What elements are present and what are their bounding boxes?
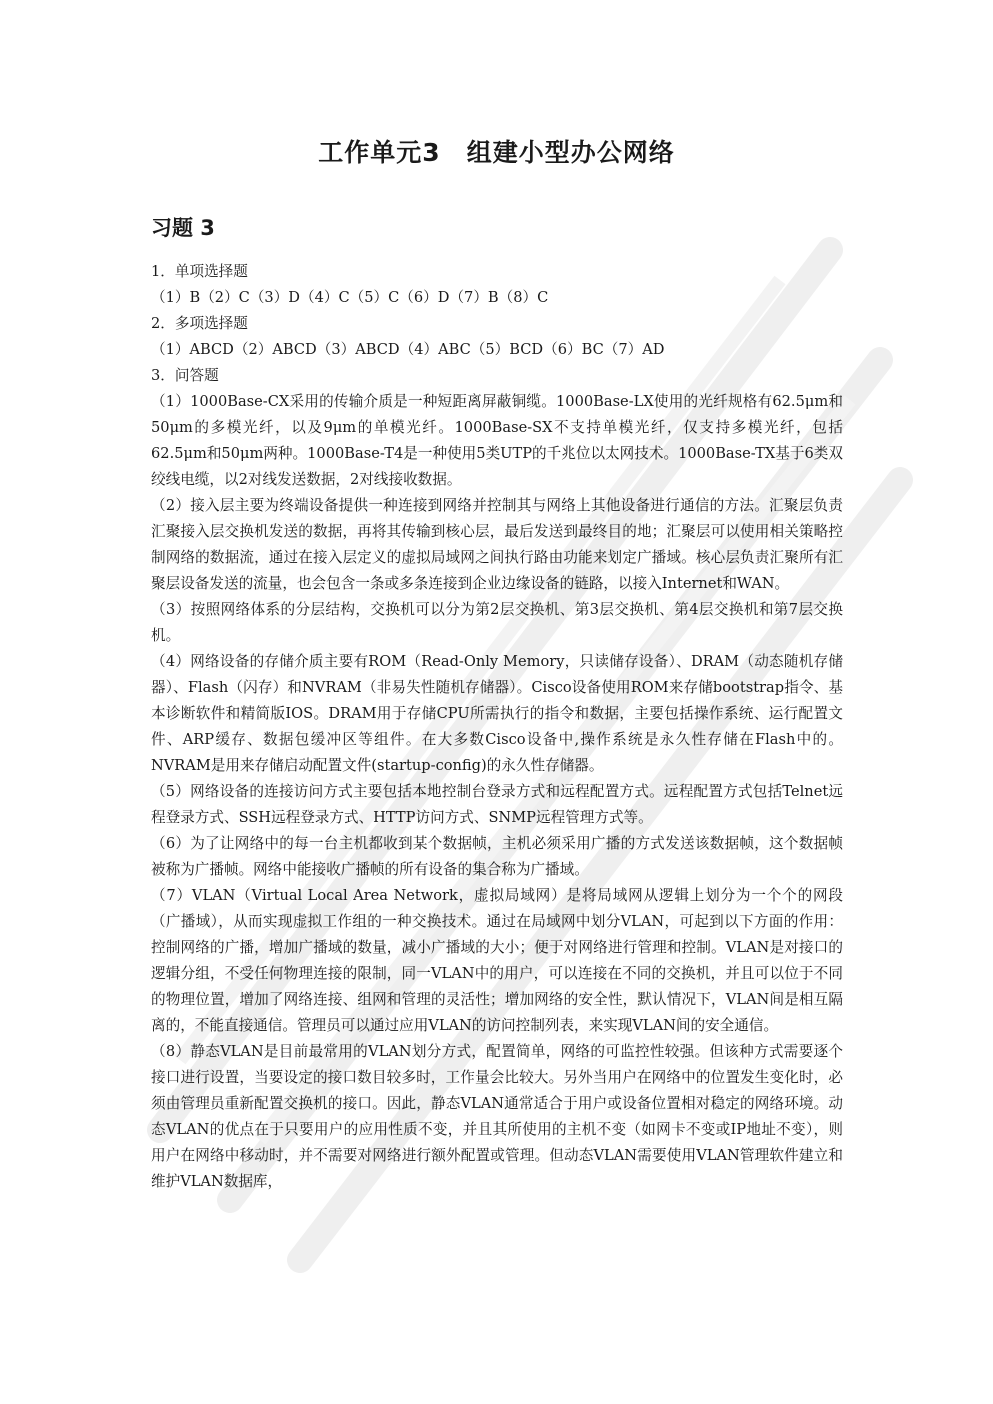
section-heading: 习题 3 (151, 216, 215, 240)
answer-paragraph: （6）为了让网络中的每一台主机都收到某个数据帧，主机必须采用广播的方式发送该数据帧，这个数据帧被称为广播帧。网络中能接收广播帧的所有设备的集合称为广播域。 (151, 835, 843, 878)
page-title: 工作单元3 组建小型办公网络 (318, 138, 675, 167)
answer-paragraph: （5）网络设备的连接访问方式主要包括本地控制台登录方式和远程配置方式。远程配置方式包括Telnet远程登录方式、SSH远程登录方式、HTTP访问方式、SNMP远程管理方式等。 (151, 783, 843, 826)
q2-answers: （1）ABCD（2）ABCD（3）ABCD（4）ABC（5）BCD（6）BC（7）AD (151, 341, 665, 358)
exercise-body (151, 259, 843, 1195)
answer-paragraph: （3）按照网络体系的分层结构，交换机可以分为第2层交换机、第3层交换机、第4层交换机和第7层交换机。 (151, 601, 843, 644)
answer-paragraph: （7）VLAN（Virtual Local Area Network，虚拟局域网）是将局域网从逻辑上划分为一个个的网段（广播域），从而实现虚拟工作组的一种交换技术。通过在局域网中划分VLAN，可起到以下方面的作用：控制网络的广播，增加广播域的数量，减小广播域的大小；便于对网络进行管理和控制。VLAN是对接口的逻辑分组，不受任何物理连接的限制，同一VLAN中的用户，可以连接在不同的交换机，并且可以位于不同的物理位置，增加了网络连接、组网和管理的灵活性；增加网络的安全性，默认情况下，VLAN间是相互隔离的，不能直接通信。管理员可以通过应用VLAN的访问控制列表，来实现VLAN间的安全通信。 (151, 887, 843, 1034)
answer-paragraph: （4）网络设备的存储介质主要有ROM（Read-Only Memory，只读储存设备）、DRAM（动态随机存储器）、Flash（闪存）和NVRAM（非易失性随机存储器）。Cisco设备使用ROM来存储bootstrap指令、基本诊断软件和精简版IOS。DRAM用于存储CPU所需执行的指令和数据，主要包括操作系统、运行配置文件、ARP缓存、数据包缓冲区等组件。在大多数Cisco设备中,操作系统是永久性存储在Flash中的。NVRAM是用来存储启动配置文件(startup-config)的永久性存储器。 (151, 653, 843, 774)
answer-paragraph: （8）静态VLAN是目前最常用的VLAN划分方式，配置简单，网络的可监控性较强。但该种方式需要逐个接口进行设置，当要设定的接口数目较多时，工作量会比较大。另外当用户在网络中的位置发生变化时，必须由管理员重新配置交换机的接口。因此，静态VLAN通常适合于用户或设备位置相对稳定的网络环境。动态VLAN的优点在于只要用户的应用性质不变，并且其所使用的主机不变（如网卡不变或IP地址不变），则用户在网络中移动时，并不需要对网络进行额外配置或管理。但动态VLAN需要使用VLAN管理软件建立和维护VLAN数据库， (151, 1043, 843, 1190)
answer-paragraph: （2）接入层主要为终端设备提供一种连接到网络并控制其与网络上其他设备进行通信的方法。汇聚层负责汇聚接入层交换机发送的数据，再将其传输到核心层，最后发送到最终目的地；汇聚层可以使用相关策略控制网络的数据流，通过在接入层定义的虚拟局域网之间执行路由功能来划定广播域。核心层负责汇聚所有汇聚层设备发送的流量，也会包含一条或多条连接到企业边缘设备的链路，以接入Internet和WAN。 (151, 497, 843, 592)
q1-heading: 1．单项选择题 (151, 263, 248, 280)
q3-heading: 3．问答题 (151, 367, 219, 384)
q1-answers: （1）B（2）C（3）D（4）C（5）C（6）D（7）B（8）C (151, 289, 549, 306)
answer-paragraph: （1）1000Base-CX采用的传输介质是一种短距离屏蔽铜缆。1000Base-LX使用的光纤规格有62.5μm和50μm的多模光纤，以及9μm的单模光纤。1000Base-SX不支持单模光纤，仅支持多模光纤，包括62.5μm和50μm两种。1000Base-T4是一种使用5类UTP的千兆位以太网技术。1000Base-TX基于6类双绞线电缆，以2对线发送数据，2对线接收数据。 (151, 393, 843, 488)
q2-heading: 2．多项选择题 (151, 315, 248, 332)
